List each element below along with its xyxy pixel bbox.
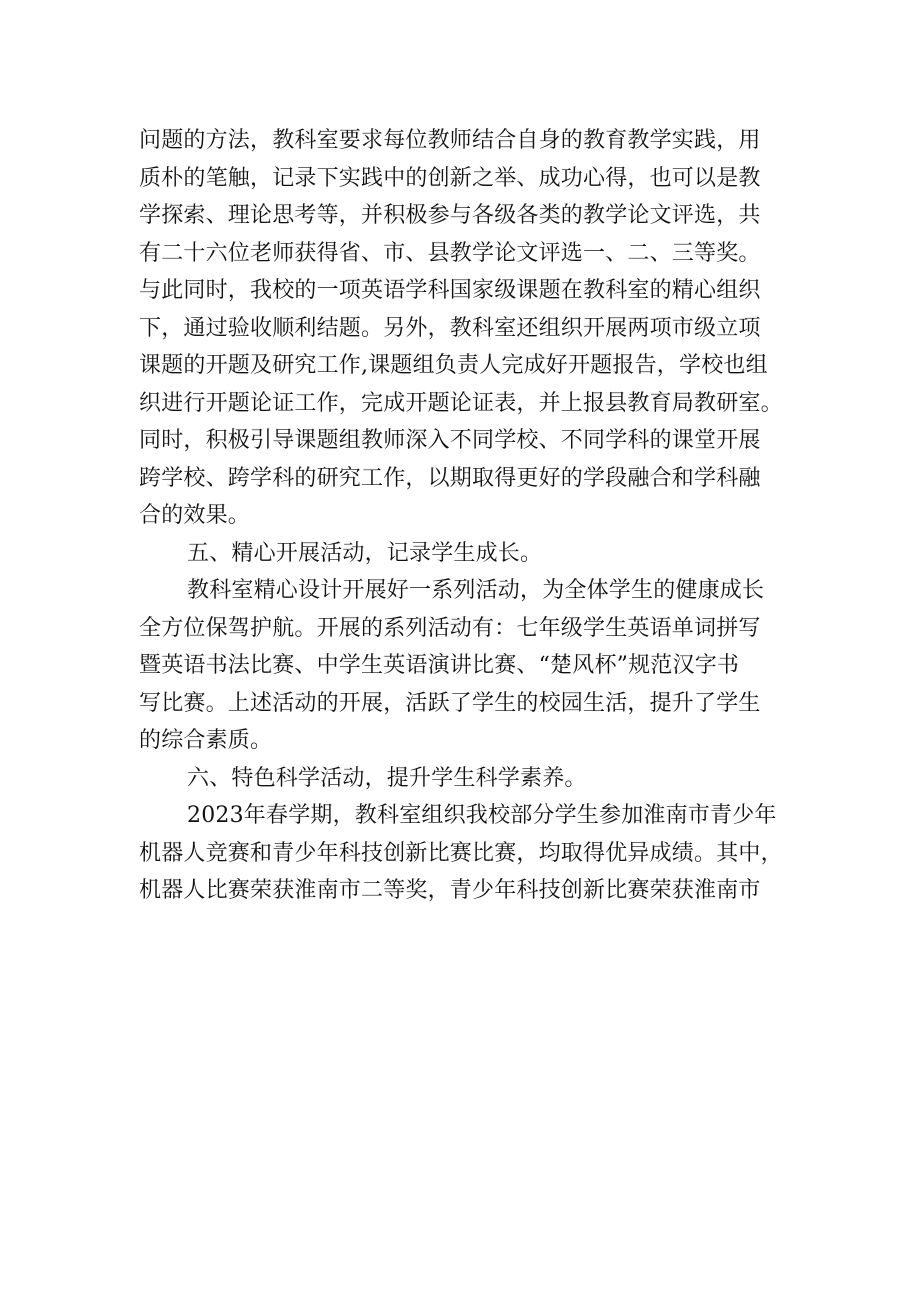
body-line: 的综合素质。 [139, 728, 273, 753]
body-line: 织进行开题论证工作，完成开题论证表，并上报县教育局教研室。 [139, 390, 783, 416]
section-heading-5: 五、精心开展活动，记录学生成长。 [187, 540, 543, 566]
body-line: 课题的开题及研究工作,课题组负责人完成好开题报告，学校也组 [139, 353, 768, 378]
body-line: 质朴的笔触，记录下实践中的创新之举、成功心得，也可以是教 [139, 165, 761, 191]
body-line: 暨英语书法比赛、中学生英语演讲比赛、“楚风杯”规范汉字书 [139, 653, 740, 678]
body-line: 与此同时，我校的一项英语学科国家级课题在教科室的精心组织 [139, 278, 761, 303]
document-body [139, 122, 789, 910]
paragraph-first-line: 2023年春学期，教科室组织我校部分学生参加淮南市青少年 [187, 803, 777, 828]
body-line: 跨学校、跨学科的研究工作，以期取得更好的学段融合和学科融 [139, 465, 761, 491]
body-line: 同时，积极引导课题组教师深入不同学校、不同学科的课堂开展 [139, 428, 761, 453]
body-line: 问题的方法，教科室要求每位教师结合自身的教育教学实践，用 [139, 128, 761, 153]
body-line: 学探索、理论思考等，并积极参与各级各类的教学论文评选，共 [139, 203, 761, 228]
body-line: 下，通过验收顺利结题。另外，教科室还组织开展两项市级立项 [139, 315, 761, 341]
body-line: 机器人竞赛和青少年科技创新比赛比赛，均取得优异成绩。其中， [139, 840, 783, 866]
body-line: 合的效果。 [139, 503, 251, 528]
body-line: 全方位保驾护航。开展的系列活动有：七年级学生英语单词拼写 [139, 615, 761, 641]
body-line: 有二十六位老师获得省、市、县教学论文评选一、二、三等奖。 [139, 240, 761, 266]
paragraph-first-line: 教科室精心设计开展好一系列活动，为全体学生的健康成长 [187, 578, 765, 603]
body-line: 写比赛。上述活动的开展，活跃了学生的校园生活，提升了学生 [139, 690, 761, 716]
section-heading-6: 六、特色科学活动，提升学生科学素养。 [187, 765, 587, 791]
body-line: 机器人比赛荣获淮南市二等奖，青少年科技创新比赛荣获淮南市 [139, 878, 761, 903]
